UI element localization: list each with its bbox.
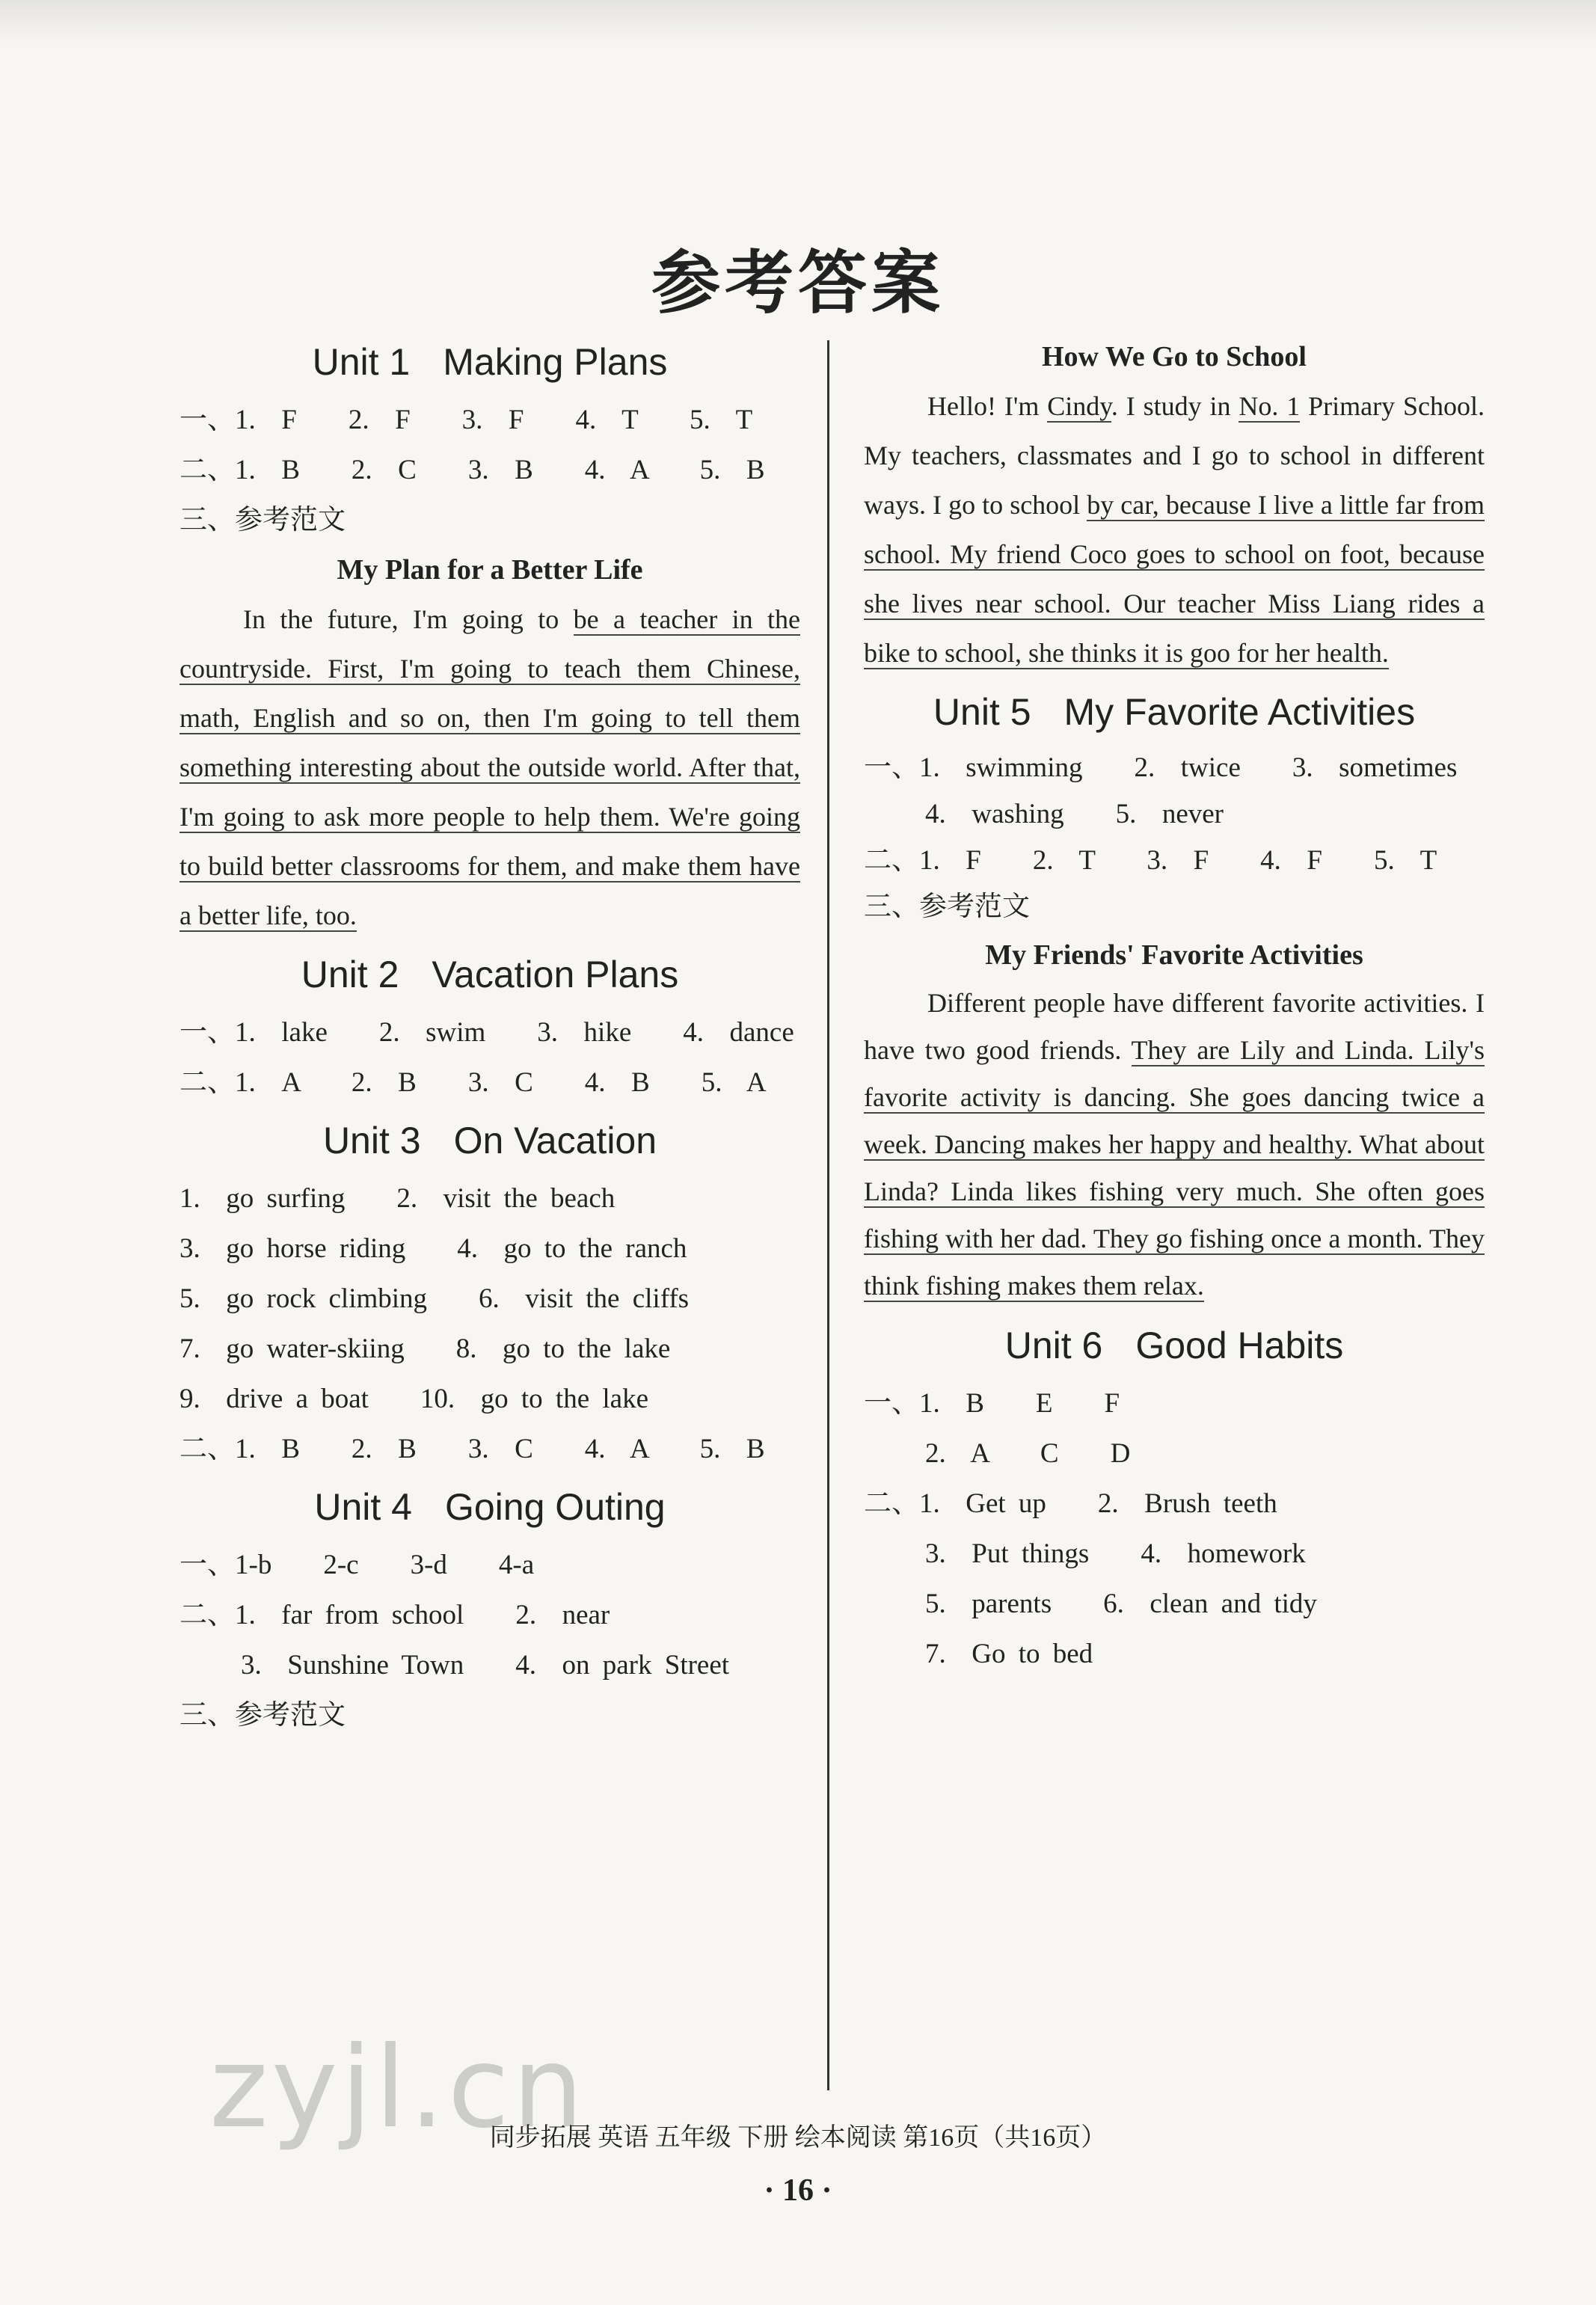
answer-row: 3. go horse riding 4. go to the ranch (179, 1233, 687, 1264)
answer-row: 二、1. B 2. B 3. C 4. A 5. B (179, 1434, 765, 1464)
page-number: · 16 · (764, 2173, 832, 2208)
answer-row: 一、1. swimming 2. twice 3. sometimes (864, 752, 1458, 783)
essay-title: My Plan for a Better Life (337, 554, 643, 586)
essay-title: My Friends' Favorite Activities (985, 939, 1363, 971)
answer-row: 一、1-b 2-c 3-d 4-a (179, 1550, 535, 1580)
answer-row: 9. drive a boat 10. go to the lake (179, 1384, 649, 1414)
answer-row: 二、1. far from school 2. near (179, 1600, 610, 1630)
unit-1-heading: Unit 1 Making Plans (312, 341, 668, 383)
answer-row: 7. Go to bed (925, 1639, 1093, 1669)
answer-row: 一、1. B E F (864, 1388, 1120, 1419)
unit-3-heading: Unit 3 On Vacation (322, 1120, 657, 1161)
unit-5-heading: Unit 5 My Favorite Activities (933, 691, 1416, 733)
page-footer: 同步拓展 英语 五年级 下册 绘本阅读 第16页（共16页） (489, 2124, 1107, 2152)
answer-row: 三、参考范文 (179, 1700, 346, 1731)
answer-row: 一、1. lake 2. swim 3. hike 4. dance (179, 1017, 794, 1048)
page-title: 参考答案 (651, 245, 945, 322)
scan-edge (0, 0, 1596, 45)
answer-row: 二、1. F 2. T 3. F 4. F 5. T (864, 845, 1437, 876)
answer-row: 3. Put things 4. homework (925, 1538, 1306, 1569)
answer-row: 二、1. A 2. B 3. C 4. B 5. A (179, 1067, 767, 1098)
right-column (864, 329, 1485, 1679)
essay-body: Different people have different favorite activities. I have two good friends. They are Lily and Linda. Lily's favorite activity is dancing. She goes dancing twice a week. Dancing makes her happy and healthy. What about Linda? Linda likes fishing very much. She often goes fishing with her dad. They go fishing once a month. They think fishing makes them relax. (864, 988, 1485, 1301)
answer-row: 1. go surfing 2. visit the beach (179, 1183, 616, 1214)
answer-row: 2. A C D (925, 1438, 1131, 1469)
watermark-logo: zyjl.cn (209, 2023, 587, 2153)
answer-row: 5. go rock climbing 6. visit the cliffs (179, 1283, 690, 1314)
answer-row: 三、参考范文 (179, 505, 346, 535)
unit-4-heading: Unit 4 Going Outing (314, 1486, 666, 1528)
essay-title: How We Go to School (1042, 341, 1307, 372)
answer-row: 3. Sunshine Town 4. on park Street (241, 1650, 730, 1681)
answer-row: 二、1. Get up 2. Brush teeth (864, 1488, 1277, 1519)
answer-row: 4. washing 5. never (925, 799, 1224, 829)
answer-row: 5. parents 6. clean and tidy (925, 1589, 1317, 1619)
answer-row: 7. go water-skiing 8. go to the lake (179, 1333, 671, 1364)
column-divider (827, 340, 829, 2090)
answer-row: 二、1. B 2. C 3. B 4. A 5. B (179, 455, 765, 485)
unit-6-heading: Unit 6 Good Habits (1004, 1325, 1344, 1366)
unit-2-heading: Unit 2 Vacation Plans (301, 954, 679, 995)
essay-body: Hello! I'm Cindy. I study in No. 1 Primary School. My teachers, classmates and I go to school in different ways. I go to school by car, because I live a little far from school. My friend Coco goes to school on foot, because she lives near school. Our teacher Miss Liang rides a bike to school, she thinks it is goo for her health. (864, 391, 1485, 668)
answer-row: 一、1. F 2. F 3. F 4. T 5. T (179, 405, 753, 435)
essay-body: In the future, I'm going to be a teacher in the countryside. First, I'm going to teach them Chinese, math, English and so on, then I'm going to tell them something interesting about the outside world. After that, I'm going to ask more people to help them. We're going to build better classrooms for them, and make them have a better life, too. (179, 604, 800, 930)
answer-row: 三、参考范文 (864, 891, 1030, 922)
left-column (179, 329, 800, 1740)
